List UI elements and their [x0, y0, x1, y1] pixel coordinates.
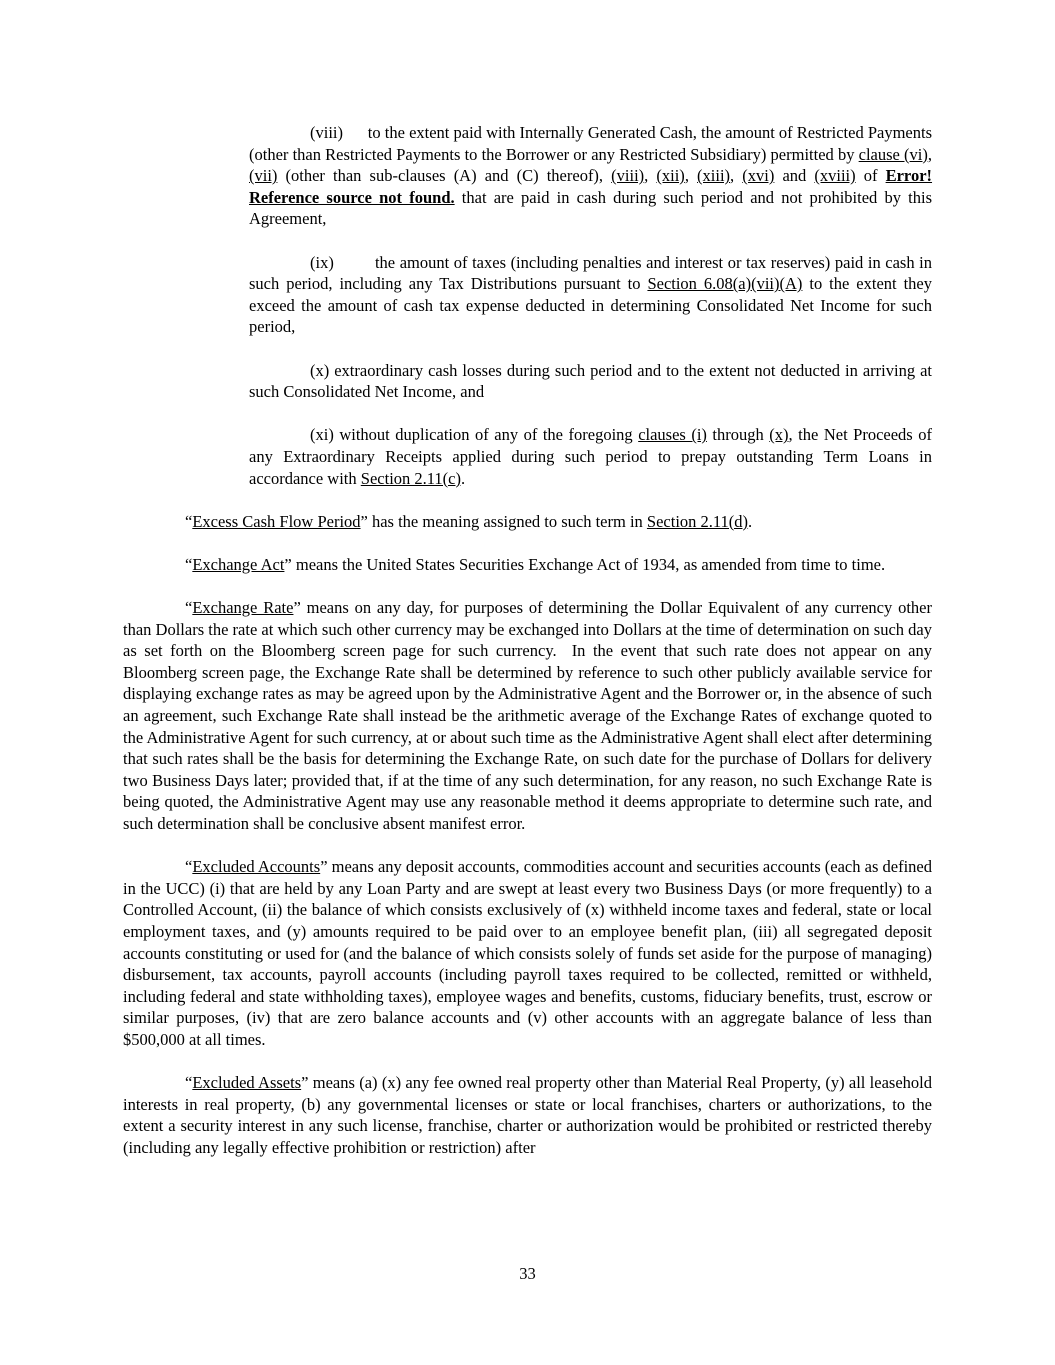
underlined-reference: Section 2.11(d)	[646, 511, 749, 531]
underlined-reference: Section 2.11(c)	[360, 468, 461, 488]
text-run: “	[185, 511, 193, 531]
definition-excluded-accounts	[123, 856, 932, 1050]
text-run: that are paid in cash during such period and not prohibited by this Agreement,	[249, 187, 932, 229]
definition-exchange-act	[123, 554, 932, 576]
underlined-reference: Exchange Rate	[192, 598, 294, 618]
text-run: (xi) without duplication of any of the foregoing	[310, 425, 639, 445]
text-run: ,	[927, 144, 932, 164]
definition-excluded-assets	[123, 1072, 932, 1158]
text-run: .	[748, 511, 753, 531]
text-run: and	[774, 166, 815, 186]
text-run: “	[185, 1073, 193, 1093]
underlined-reference: (xvi)	[742, 166, 775, 186]
underlined-reference: Error! Reference source not found.	[249, 166, 933, 207]
text-run: “	[185, 857, 193, 877]
underlined-reference: Excluded Accounts	[192, 857, 321, 877]
text-run: of	[855, 166, 886, 186]
text-run: “	[185, 554, 193, 574]
clause-viii-paragraph	[249, 122, 932, 230]
underlined-reference: Excluded Assets	[192, 1073, 302, 1093]
definition-excess-cash-flow-period	[123, 511, 932, 533]
underlined-reference: Section 6.08(a)(vii)(A)	[647, 274, 803, 294]
underlined-reference: (vii)	[249, 166, 278, 186]
text-run: (other than sub-clauses (A) and (C) thereof),	[277, 166, 612, 186]
underlined-reference: clause (vi)	[858, 144, 928, 164]
definition-exchange-rate	[123, 597, 932, 835]
text-run: , the Net Proceeds of any Extraordinary Receipts applied during such period to prepay outstanding Term Loans in accordance with	[249, 425, 932, 488]
text-run: .	[460, 468, 466, 488]
underlined-reference: Excess Cash Flow Period	[192, 511, 361, 531]
text-run: ” has the meaning assigned to such term in	[360, 511, 647, 531]
text-run: (x) extraordinary cash losses during such period and to the extent not deducted in arriving at such Consolidated Net Income, and	[249, 360, 932, 402]
text-run: to the extent they exceed the amount of cash tax expense deducted in determining Consolidated Net Income for such period,	[249, 274, 932, 337]
text-run: (ix) the amount of taxes (including penalties and interest or tax reserves) paid in cash in such period, including any Tax Distributions pursuant to	[249, 252, 932, 294]
text-run: “	[185, 598, 193, 618]
underlined-reference: (xii)	[656, 166, 685, 186]
text-run: ,	[730, 166, 743, 186]
clause-ix-paragraph	[249, 252, 932, 338]
underlined-reference: clauses (i)	[638, 425, 707, 445]
page-number: 33	[519, 1264, 536, 1284]
text-run: ” means (a) (x) any fee owned real property other than Material Real Property, (y) all leasehold interests in real property, (b) any governmental licenses or state or local franchises, charters or authorizations, to the extent a security interest in any such license, franchise, charter or authorization would be prohibited or restricted thereby (including any legally effective prohibition or restriction) after	[123, 1073, 932, 1157]
clause-x-paragraph	[249, 360, 932, 403]
underlined-reference: (xiii)	[697, 166, 731, 186]
text-run: ,	[684, 166, 698, 186]
underlined-reference: (x)	[769, 425, 789, 445]
text-run: ” means the United States Securities Exchange Act of 1934, as amended from time to time.	[284, 554, 886, 574]
text-run: through	[706, 425, 770, 445]
underlined-reference: (viii)	[611, 166, 645, 186]
text-run: ” means any deposit accounts, commodities account and securities accounts (each as defined in the UCC) (i) that are held by any Loan Party and are swept at least every two Business Days (or more frequently) to a Controlled Account, (ii) the balance of which consists exclusively of (x) withheld income taxes and federal, state or local employment taxes, and (y) amounts required to be paid over to an employee benefit plan, (iii) all segregated deposit accounts constituting or used for (and the balance of which consists solely of funds set aside for the purpose of managing) disbursement, tax accounts, payroll accounts (including payroll taxes required to be collected, remitted or withheld, including federal and state withholding taxes), employee wages and benefits, customs, fiduciary benefits, trust, escrow or similar purposes, (iv) that are zero balance accounts and (v) other accounts with an aggregate balance of less than $500,000 at all times.	[123, 857, 932, 1049]
underlined-reference: Exchange Act	[192, 554, 285, 574]
clause-xi-paragraph	[249, 424, 932, 489]
underlined-reference: (xviii)	[814, 166, 856, 186]
text-run: (viii) to the extent paid with Internally Generated Cash, the amount of Restricted Payments (other than Restricted Payments to the Borrower or any Restricted Subsidiary) permitted by	[249, 123, 932, 164]
text-run: ” means on any day, for purposes of determining the Dollar Equivalent of any currency other than Dollars the rate at which such other currency may be exchanged into Dollars at the time of determination on such day as set forth on the Bloomberg screen page for such currency. In the event that such rate does not appear on any Bloomberg screen page, the Exchange Rate shall be determined by reference to such other publicly available service for displaying exchange rates as may be agreed upon by the Administrative Agent and the Borrower or, in the absence of such an agreement, such Exchange Rate shall instead be the arithmetic average of the Exchange Rates of exchange quoted to the Administrative Agent for such currency, at or about such time as the Administrative Agent shall elect after determining that such rates shall be the basis for determining the Exchange Rate, on such date for the purchase of Dollars for delivery two Business Days later; provided that, if at the time of any such determination, for any reason, no such Exchange Rate is being quoted, the Administrative Agent may use any reasonable method it deems appropriate to determine such rate, and such determination shall be conclusive absent manifest error.	[123, 598, 932, 833]
text-run: ,	[644, 166, 657, 186]
